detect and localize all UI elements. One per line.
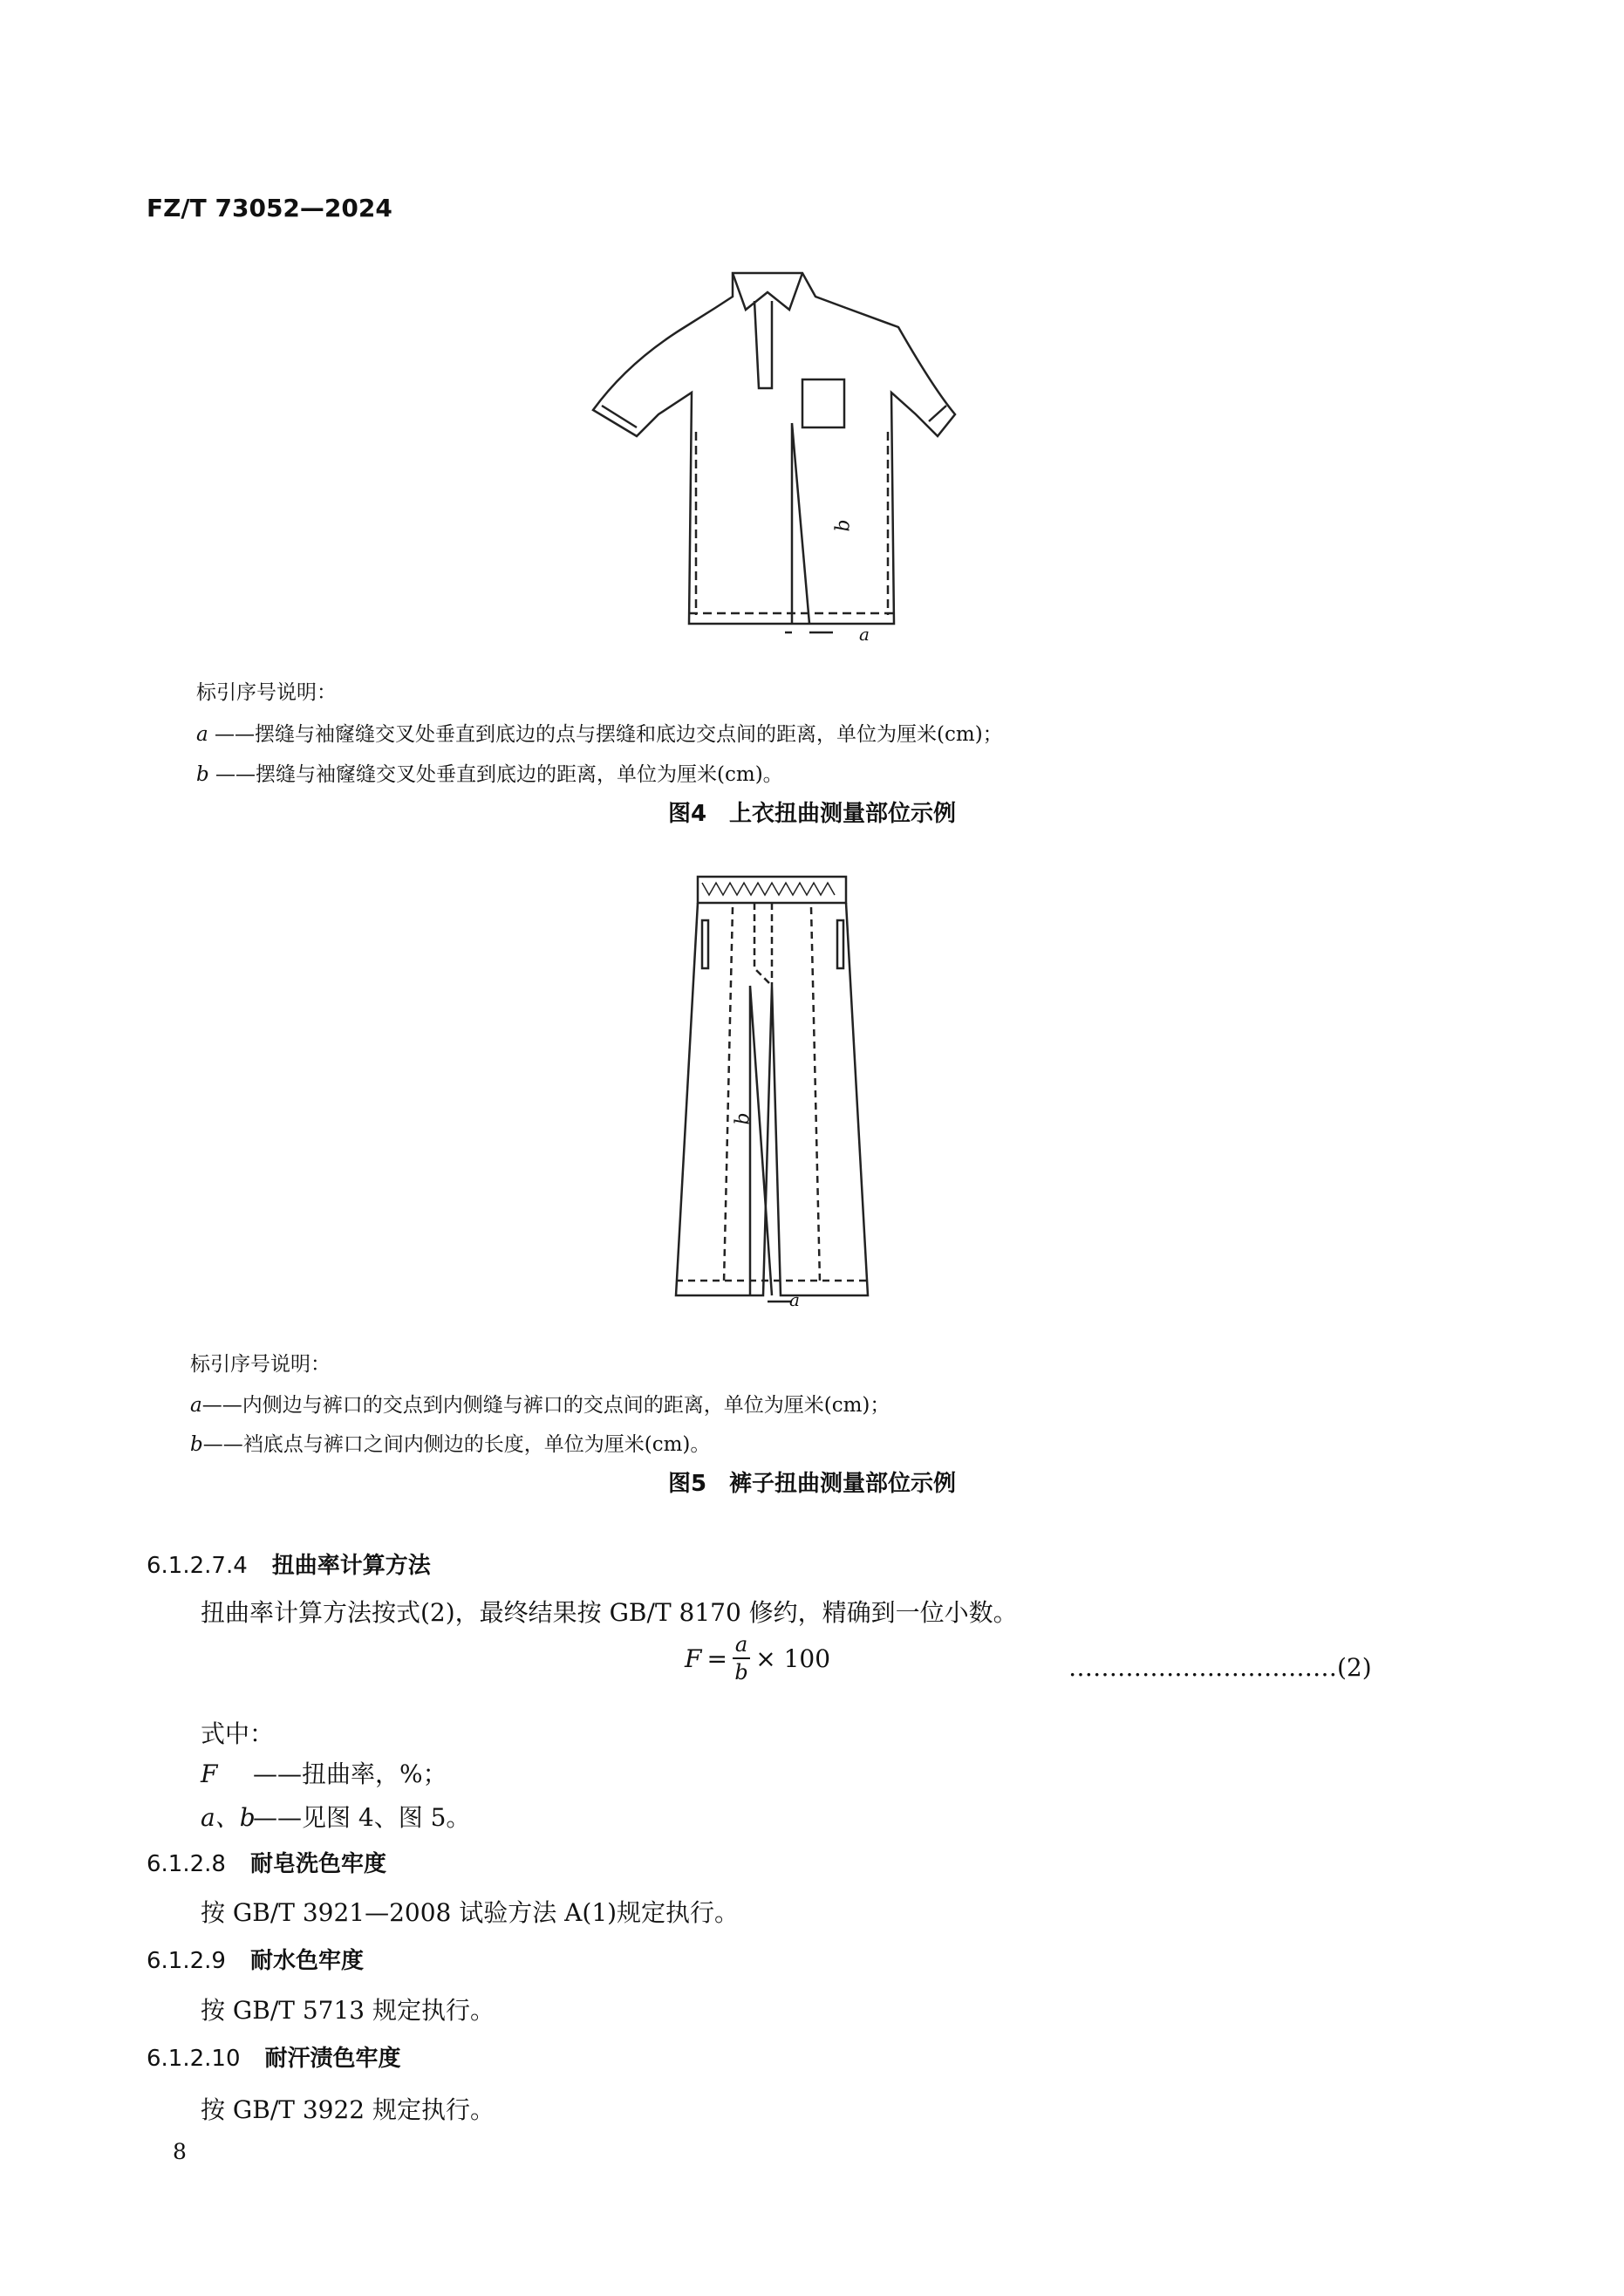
- figure-5-label-b: b: [732, 1112, 754, 1125]
- legend-symbol: b: [190, 1433, 203, 1456]
- formula-reference: [1068, 1653, 1372, 1682]
- leader-dots: ……………………………: [1068, 1653, 1337, 1682]
- figure-5-legend-a: [190, 1389, 890, 1418]
- paragraph: 按 GB/T 5713 规定执行。: [201, 1996, 495, 2025]
- section-number: 6.1.2.8: [147, 1851, 226, 1877]
- section-number: 6.1.2.10: [147, 2046, 241, 2072]
- figure-4-caption: 图4 上衣扭曲测量部位示例: [667, 801, 957, 827]
- variable-desc: ——扭曲率，%；: [253, 1760, 447, 1788]
- legend-text: ——内侧边与裤口的交点到内侧缝与裤口的交点间的距离，单位为厘米(cm)；: [201, 1394, 890, 1417]
- figure-4-legend-b: [196, 758, 783, 787]
- figure-4-legend-a: [196, 718, 1003, 747]
- formula-rhs: × 100: [755, 1643, 831, 1673]
- section-number: 6.1.2.7.4: [147, 1553, 248, 1579]
- legend-text: ——摆缝与袖窿缝交叉处垂直到底边的距离，单位为厘米(cm)。: [215, 763, 783, 786]
- figure-4-shirt-drawing: [584, 257, 977, 646]
- figure-5-legend-title: 标引序号说明：: [190, 1353, 331, 1376]
- legend-symbol: a: [190, 1394, 202, 1417]
- where-label: 式中：: [201, 1719, 275, 1748]
- section-6-1-2-8-heading: [147, 1846, 386, 1878]
- equation-number: (2): [1337, 1653, 1372, 1682]
- paragraph: 按 GB/T 3922 规定执行。: [201, 2095, 495, 2124]
- formula-eq: =: [706, 1643, 727, 1673]
- figure-5-pants-drawing: [663, 872, 881, 1313]
- section-title: 耐皂洗色牢度: [249, 1851, 386, 1877]
- legend-symbol: a: [196, 723, 208, 746]
- section-6-1-2-10-heading: [147, 2040, 401, 2073]
- figure-4-label-b: b: [832, 519, 855, 532]
- section-title: 耐水色牢度: [249, 1948, 364, 1974]
- section-6-1-2-9-heading: [147, 1943, 364, 1975]
- page-number: 8: [173, 2139, 187, 2164]
- section-6-1-2-7-4-heading: [147, 1548, 431, 1580]
- variable-ab: [201, 1799, 470, 1834]
- variable-F: [201, 1755, 447, 1790]
- numerator: a: [733, 1631, 750, 1659]
- variable-symbol: F: [201, 1760, 218, 1788]
- figure-4-label-a: a: [859, 624, 870, 645]
- legend-text: ——摆缝与袖窿缝交叉处垂直到底边的点与摆缝和底边交点间的距离，单位为厘米(cm)；: [215, 723, 1003, 746]
- variable-desc: ——见图 4、图 5。: [253, 1803, 471, 1832]
- fraction: [733, 1631, 750, 1685]
- section-title: 扭曲率计算方法: [271, 1553, 431, 1579]
- paragraph: 按 GB/T 3921—2008 试验方法 A(1)规定执行。: [201, 1898, 740, 1927]
- section-number: 6.1.2.9: [147, 1948, 226, 1974]
- legend-symbol: b: [196, 763, 209, 786]
- formula-2: [685, 1631, 830, 1685]
- figure-5-legend-b: [190, 1428, 710, 1457]
- standard-number: FZ/T 73052—2024: [147, 194, 392, 222]
- figure-5-label-a: a: [789, 1289, 800, 1310]
- denominator: b: [734, 1660, 748, 1684]
- variable-symbol: a、b: [201, 1803, 256, 1832]
- figure-4-legend-title: 标引序号说明：: [196, 681, 337, 704]
- figure-5-caption: 图5 裤子扭曲测量部位示例: [667, 1471, 957, 1497]
- legend-text: ——裆底点与裤口之间内侧边的长度，单位为厘米(cm)。: [202, 1433, 711, 1456]
- section-title: 耐汗渍色牢度: [264, 2046, 401, 2072]
- paragraph: 扭曲率计算方法按式(2)，最终结果按 GB/T 8170 修约，精确到一位小数。: [201, 1598, 1018, 1627]
- formula-lhs: F: [685, 1643, 702, 1673]
